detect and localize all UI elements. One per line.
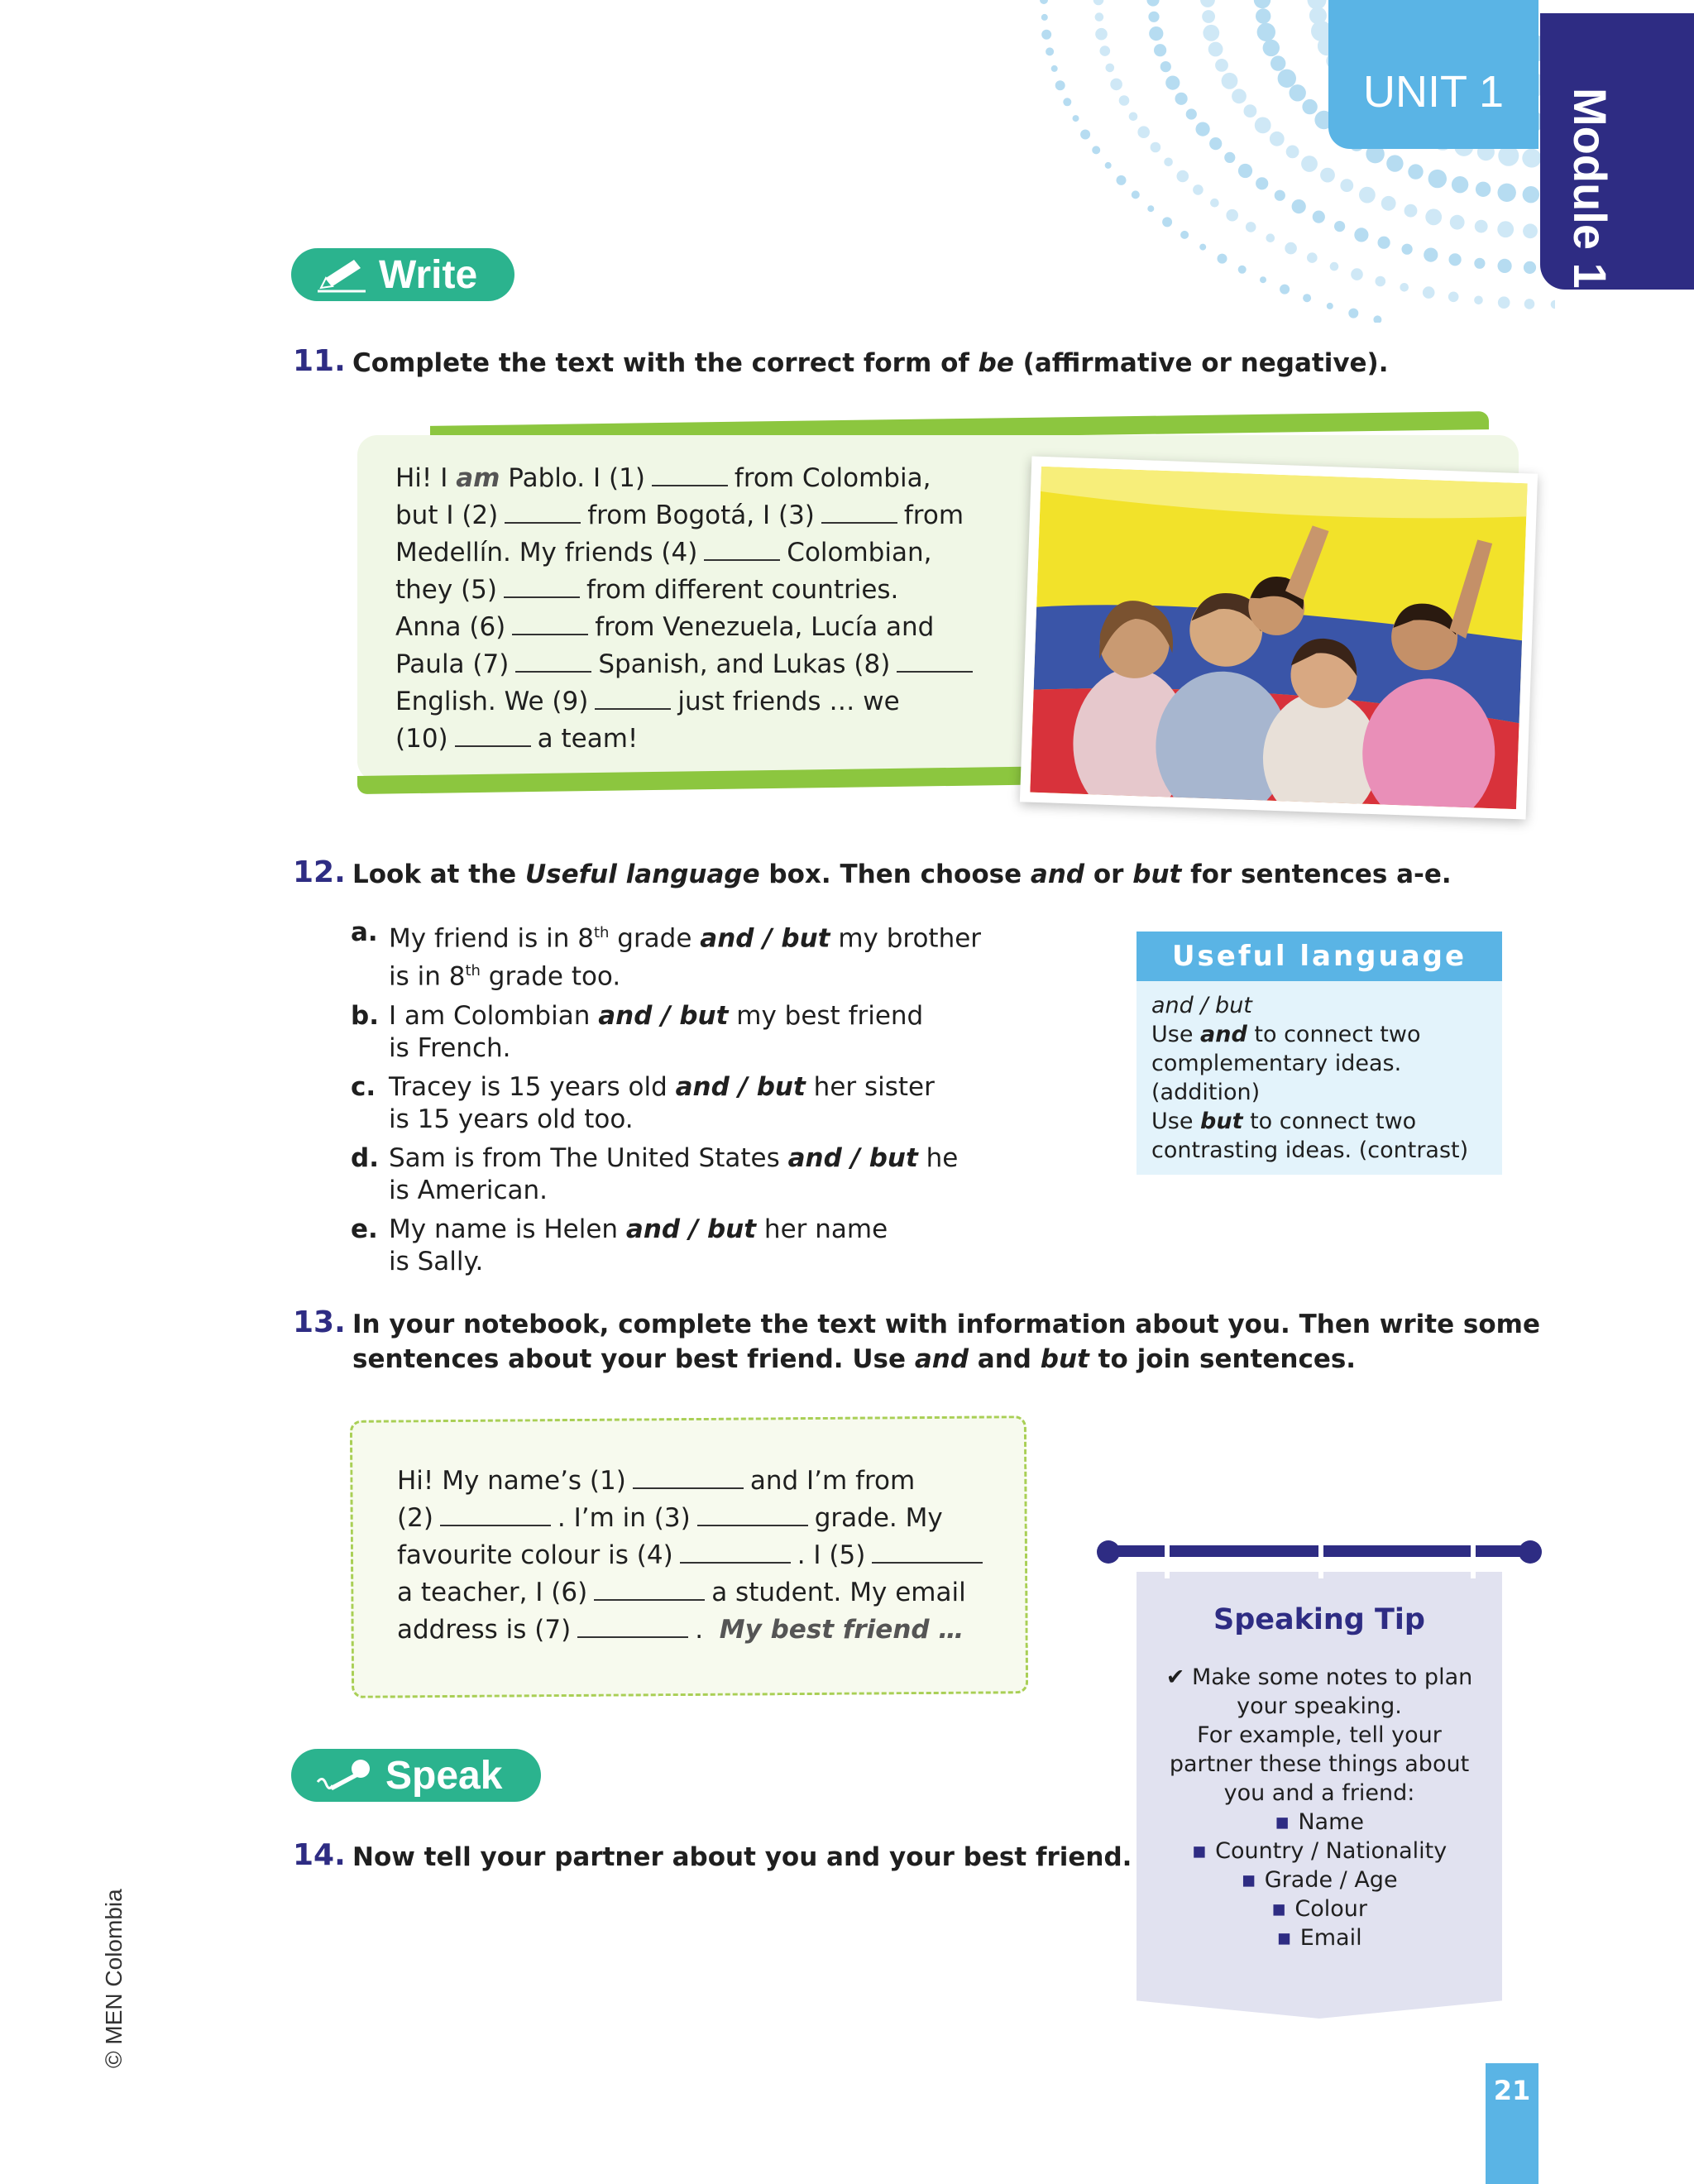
decorative-dot	[1260, 276, 1266, 283]
exercise-14-instruction: Now tell your partner about you and your best friend.	[352, 1842, 1132, 1872]
decorative-dot	[1450, 215, 1465, 230]
and-but-choice[interactable]: and / but	[598, 1000, 729, 1031]
banner-knob	[1097, 1540, 1120, 1564]
decorative-dot	[1373, 315, 1381, 323]
decorative-dot	[1474, 258, 1485, 269]
module-label: Module 1	[1564, 88, 1616, 289]
list-item: ▪ Email	[1137, 1923, 1502, 1952]
decorative-dot	[1327, 303, 1333, 309]
decorative-dot	[1308, 0, 1327, 10]
decorative-dot	[1073, 115, 1079, 122]
list-item: a. My friend is in 8th grade and / but my brother is in 8th grade too.	[351, 917, 982, 992]
decorative-dot	[1551, 300, 1555, 309]
decorative-dot	[1354, 228, 1368, 242]
speak-label: Speak	[385, 1753, 503, 1798]
decorative-dot	[1209, 137, 1222, 150]
decorative-dot	[1303, 294, 1311, 302]
decorative-dot	[1474, 296, 1483, 305]
decorative-dot	[1129, 113, 1138, 122]
useful-language-title: Useful language	[1137, 932, 1502, 981]
list-item: c. Tracey is 15 years old and / but her sister is 15 years old too.	[351, 1071, 935, 1134]
unit-label: UNIT 1	[1362, 67, 1505, 117]
decorative-dot	[1290, 84, 1306, 101]
decorative-dot	[1381, 196, 1396, 211]
decorative-dot	[1175, 93, 1188, 105]
decorative-dot	[1257, 23, 1275, 41]
speaking-tip-title: Speaking Tip	[1213, 1603, 1425, 1636]
decorative-dot	[1498, 296, 1510, 309]
decorative-dot	[1320, 168, 1335, 183]
decorative-dot	[1498, 259, 1512, 273]
decorative-dot	[1148, 12, 1159, 22]
decorative-dot	[1428, 170, 1447, 188]
exercise-12-instruction: Look at the Useful language box. Then choose and or but for sentences a-e.	[352, 860, 1452, 889]
decorative-dot	[1313, 211, 1325, 223]
decorative-dot	[1475, 220, 1488, 233]
decorative-dot	[1292, 199, 1306, 213]
decorative-dot	[1095, 28, 1108, 41]
decorative-dot	[1498, 184, 1516, 202]
and-but-choice[interactable]: and / but	[787, 1142, 918, 1173]
passage-line: English. We (9) just friends … we	[395, 687, 900, 716]
decorative-dot	[1449, 253, 1462, 266]
decorative-dot	[1117, 175, 1127, 185]
decorative-dot	[1051, 65, 1058, 72]
decorative-dot	[1266, 233, 1275, 242]
decorative-dot	[1132, 190, 1140, 199]
page-number: 21	[1486, 2063, 1538, 2184]
decorative-dot	[1270, 55, 1285, 70]
decorative-dot	[1226, 209, 1238, 222]
decorative-dot	[1063, 98, 1071, 106]
decorative-dot	[1423, 286, 1435, 299]
decorative-dot	[1359, 187, 1376, 204]
decorative-dot	[1522, 149, 1541, 168]
decorative-dot	[1448, 292, 1459, 303]
passage-line: Paula (7) Spanish, and Lukas (8)	[395, 646, 979, 683]
decorative-dot	[1275, 190, 1285, 201]
microphone-icon	[316, 1757, 374, 1794]
passage-line: Hi! My name’s (1) and I’m from	[397, 1466, 916, 1496]
decorative-dot	[1400, 283, 1409, 292]
decorative-dot	[1301, 156, 1318, 172]
banner-hooks	[1137, 1545, 1502, 1578]
passage-line: (10) a team!	[395, 724, 639, 754]
decorative-dot	[1254, 0, 1270, 8]
decorative-dot	[1040, 0, 1048, 4]
passage-line: favourite colour is (4) . I (5)	[397, 1537, 989, 1574]
decorative-dot	[1222, 73, 1238, 89]
list-item: d. Sam is from The United States and / but he is American.	[351, 1142, 959, 1205]
speaking-tip-text: ✔ Make some notes to plan your speaking. For example, tell your partner these things about you and a friend: ▪ Name ▪ Country / Nationality ▪ Grade / Age ▪ Colour ▪ Email	[1137, 1663, 1502, 1952]
decorative-dot	[1330, 262, 1339, 271]
list-item: ▪ Country / Nationality	[1137, 1837, 1502, 1866]
decorative-dot	[1186, 108, 1197, 119]
decorative-dot	[1255, 117, 1271, 134]
decorative-dot	[1523, 223, 1538, 238]
passage-line: Anna (6) from Venezuela, Lucía and	[395, 612, 935, 642]
decorative-dot	[1149, 26, 1163, 41]
passage-line: address is (7) . My best friend …	[397, 1615, 964, 1645]
decorative-dot	[1162, 217, 1172, 227]
decorative-dot	[1177, 170, 1189, 183]
passage-line: Medellín. My friends (4) Colombian,	[395, 538, 932, 568]
decorative-dot	[1160, 61, 1171, 72]
decorative-dot	[1408, 164, 1423, 179]
decorative-dot	[1452, 176, 1468, 193]
passage-line: a teacher, I (6) a student. My email	[397, 1578, 966, 1607]
and-but-choice[interactable]: and / but	[675, 1071, 806, 1102]
decorative-dot	[1106, 64, 1115, 73]
and-but-choice[interactable]: and / but	[625, 1214, 757, 1244]
passage-line: they (5) from different countries.	[395, 575, 899, 605]
passage-line: (2) . I’m in (3) grade. My	[397, 1503, 943, 1533]
decorative-dot	[1110, 79, 1122, 91]
decorative-dot	[1286, 146, 1299, 159]
decorative-dot	[1200, 0, 1215, 7]
decorative-dot	[1246, 222, 1256, 232]
write-section-header	[291, 248, 514, 301]
decorative-dot	[1238, 266, 1247, 274]
decorative-dot	[1055, 80, 1065, 90]
decorative-dot	[1046, 47, 1054, 55]
decorative-dot	[1154, 44, 1166, 56]
decorative-dot	[1378, 237, 1390, 249]
decorative-dot	[1497, 221, 1514, 237]
decorative-dot	[1151, 142, 1161, 153]
list-item: ▪ Name	[1137, 1808, 1502, 1837]
decorative-dot	[1202, 10, 1215, 23]
exercise-11-number: 11.	[293, 344, 346, 378]
decorative-dot	[1095, 12, 1104, 22]
decorative-dot	[1232, 89, 1247, 103]
pencil-icon	[316, 256, 367, 293]
exercise-13-passage	[397, 1463, 989, 1649]
unit-tab	[1328, 0, 1538, 149]
decorative-dot	[1270, 132, 1285, 146]
decorative-dot	[1041, 30, 1051, 40]
exercise-12-number: 12.	[293, 855, 346, 889]
decorative-dot	[1180, 231, 1189, 239]
passage-line: Hi! I am Pablo. I (1) from Colombia,	[395, 463, 931, 493]
and-but-choice[interactable]: and / but	[700, 923, 830, 954]
decorative-dot	[1093, 0, 1104, 5]
list-item: ▪ Colour	[1137, 1894, 1502, 1923]
decorative-dot	[1165, 76, 1180, 90]
decorative-dot	[1244, 104, 1257, 117]
decorative-dot	[1041, 14, 1048, 21]
decorative-dot	[1224, 152, 1235, 163]
friends-with-flag-photo	[1020, 456, 1538, 819]
decorative-dot	[1404, 204, 1418, 218]
decorative-dot	[1402, 244, 1413, 255]
decorative-dot	[1524, 299, 1535, 309]
decorative-dot	[1092, 146, 1100, 154]
decorative-dot	[1348, 309, 1358, 318]
decorative-dot	[1080, 130, 1090, 140]
decorative-dot	[1256, 8, 1270, 23]
decorative-dot	[1307, 252, 1318, 263]
decorative-dot	[1376, 276, 1386, 287]
decorative-dot	[1208, 42, 1223, 57]
decorative-dot	[1334, 221, 1345, 232]
decorative-dot	[1302, 99, 1317, 114]
decorative-dot	[1105, 162, 1112, 169]
decorative-dot	[1424, 248, 1438, 262]
decorative-dot	[1164, 158, 1173, 167]
write-label: Write	[379, 252, 478, 297]
useful-language-box: Useful language and / but Use and to connect two complementary ideas. (addition) Use but to connect two contrasting ideas. (contrast)	[1137, 932, 1502, 1175]
decorative-dot	[1476, 182, 1491, 197]
decorative-dot	[1119, 95, 1130, 106]
decorative-dot	[1351, 268, 1363, 280]
decorative-dot	[1280, 285, 1290, 295]
decorative-dot	[1196, 122, 1210, 136]
exercise-14-number: 14.	[293, 1838, 346, 1872]
list-item: e. My name is Helen and / but her name is Sally.	[351, 1214, 888, 1276]
decorative-dot	[1523, 186, 1539, 203]
list-item: ▪ Grade / Age	[1137, 1866, 1502, 1894]
decorative-dot	[1238, 164, 1252, 178]
decorative-dot	[1100, 46, 1111, 56]
decorative-dot	[1278, 69, 1296, 88]
decorative-dot	[1137, 126, 1150, 138]
exercise-13-instruction: In your notebook, complete the text with information about you. Then write some sentences about your best friend. Use and and but to join sentences.	[352, 1310, 1540, 1374]
exercise-11-passage	[395, 460, 979, 758]
decorative-dot	[1193, 184, 1204, 195]
decorative-dot	[1524, 261, 1536, 274]
exercise-13-number: 13.	[293, 1305, 346, 1339]
passage-line: but I (2) from Bogotá, I (3) from	[395, 500, 964, 530]
module-tab	[1540, 13, 1694, 290]
banner-knob	[1519, 1540, 1542, 1564]
decorative-dot	[1340, 179, 1353, 192]
decorative-dot	[1146, 0, 1159, 7]
decorative-dot	[1263, 40, 1280, 56]
decorative-dot	[1218, 254, 1227, 264]
decorative-dot	[1386, 155, 1403, 171]
decorative-dot	[1256, 177, 1268, 189]
decorative-dot	[1309, 7, 1327, 24]
decorative-dot	[1215, 59, 1228, 72]
decorative-dot	[1285, 242, 1297, 255]
exercise-12-items	[351, 917, 1017, 1285]
list-item: b. I am Colombian and / but my best friend is French.	[351, 1000, 924, 1063]
copyright-notice: © MEN Colombia	[101, 1889, 127, 2068]
exercise-11-instruction: Complete the text with the correct form of be (affirmative or negative).	[352, 348, 1389, 378]
speak-section-header	[291, 1749, 541, 1802]
decorative-dot	[1425, 208, 1442, 225]
decorative-dot	[1203, 25, 1219, 41]
decorative-dot	[1210, 199, 1219, 208]
decorative-dot	[1199, 244, 1206, 251]
decorative-dot	[1147, 205, 1154, 212]
